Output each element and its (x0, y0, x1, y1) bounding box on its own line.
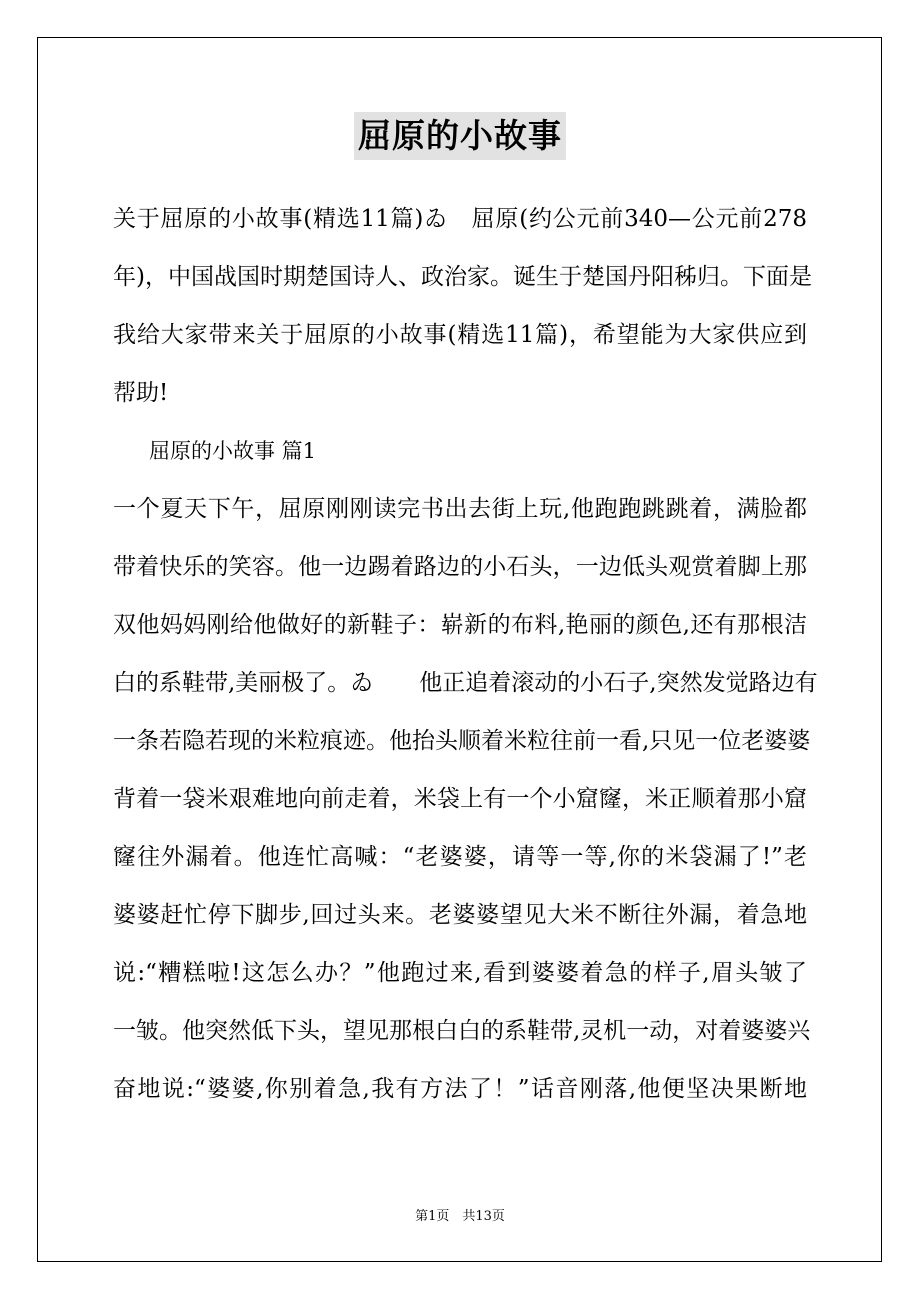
title-container (0, 112, 920, 160)
intro-line: 我给大家带来关于屈原的小故事(精选11篇)，希望能为大家供应到 (113, 322, 807, 348)
section-heading: 屈原的小故事 篇1 (149, 439, 317, 463)
document-body (113, 190, 818, 1118)
body-line: 奋地说:“婆婆,你别着急,我有方法了！”话音刚落,他便坚决果断地 (113, 1076, 807, 1102)
body-line: 说:“糟糕啦!这怎么办？”他跑过来,看到婆婆着急的样子,眉头皱了 (113, 960, 807, 986)
body-line: 白的系鞋带,美丽极了。ゐ 他正追着滚动的小石子,突然发觉路边有 (113, 670, 818, 696)
body-line: 窿往外漏着。他连忙高喊：“老婆婆，请等一等,你的米袋漏了!”老 (113, 844, 807, 870)
body-line: 一个夏天下午，屈原刚刚读完书出去街上玩,他跑跑跳跳着，满脸都 (113, 496, 807, 522)
body-line: 带着快乐的笑容。他一边踢着路边的小石头，一边低头观赏着脚上那 (113, 554, 807, 580)
intro-line: 关于屈原的小故事(精选11篇)ゐ 屈原(约公元前340—公元前278 (113, 206, 807, 232)
body-line: 一皱。他突然低下头，望见那根白白的系鞋带,灵机一动，对着婆婆兴 (113, 1018, 811, 1044)
intro-line: 年)，中国战国时期楚国诗人、政治家。诞生于楚国丹阳秭归。下面是 (113, 264, 812, 290)
body-line: 婆婆赶忙停下脚步,回过头来。老婆婆望见大米不断往外漏，着急地 (113, 902, 807, 928)
body-line: 一条若隐若现的米粒痕迹。他抬头顺着米粒往前一看,只见一位老婆婆 (113, 728, 811, 754)
page-title: 屈原的小故事 (354, 112, 566, 160)
page-footer: 第1页 共13页 (415, 1209, 505, 1224)
body-line: 双他妈妈刚给他做好的新鞋子：崭新的布料,艳丽的颜色,还有那根洁 (113, 612, 807, 638)
intro-line: 帮助! (113, 380, 169, 406)
body-line: 背着一袋米艰难地向前走着，米袋上有一个小窟窿，米正顺着那小窟 (113, 786, 807, 812)
